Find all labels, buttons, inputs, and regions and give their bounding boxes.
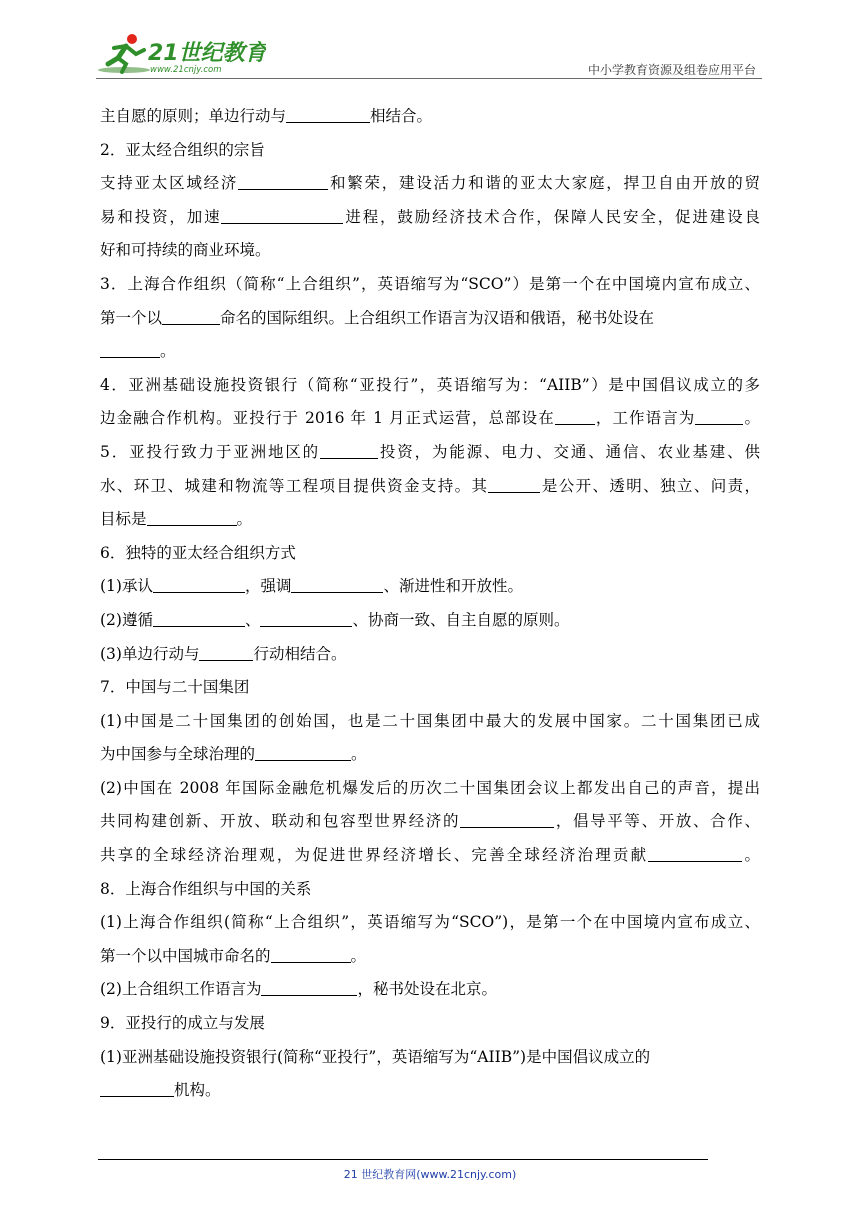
- logo-url: www.21cnjy.com: [150, 65, 222, 75]
- fill-in-blank[interactable]: [255, 742, 351, 761]
- line-text: 命名的国际组织。上合组织工作语言为汉语和俄语，秘书处设在: [220, 308, 655, 327]
- footer-source[interactable]: 21 世纪教育网(www.21cnjy.com): [343, 1168, 517, 1181]
- fill-in-blank[interactable]: [695, 406, 743, 425]
- fill-in-blank[interactable]: [153, 608, 245, 627]
- line-text: (2)中国在 2008 年国际金融危机爆发后的历次二十国集团会议上都发出自己的声音，提出: [100, 778, 760, 797]
- line-text: 、协商一致、自主自愿的原则。: [352, 610, 570, 629]
- line-text: 为中国参与全球治理的: [100, 745, 256, 764]
- line-text: 第一个以: [100, 308, 163, 327]
- text-line: [100, 302, 760, 336]
- fill-in-blank[interactable]: [100, 1078, 174, 1097]
- line-text: 。: [743, 409, 760, 428]
- text-line: [100, 268, 760, 302]
- line-text: 4．亚洲基础设施投资银行（简称“亚投行”，英语缩写为：“AIIB”）是中国倡议成立的多: [100, 375, 760, 394]
- text-line: [100, 873, 760, 907]
- line-text: ，强调: [244, 577, 292, 596]
- line-text: 。: [160, 342, 176, 361]
- line-text: 第一个以中国城市命名的: [100, 946, 271, 965]
- line-text: 目标是: [100, 510, 147, 529]
- text-line: [100, 335, 760, 369]
- text-line: [100, 570, 760, 604]
- platform-tagline: 中小学教育资源及组卷应用平台: [587, 63, 756, 77]
- site-logo[interactable]: [96, 30, 266, 78]
- text-line: [100, 503, 760, 537]
- text-line: [100, 805, 760, 839]
- line-text: 好和可持续的商业环境。: [100, 241, 271, 260]
- text-line: [100, 470, 760, 504]
- text-line: [100, 100, 760, 134]
- line-text: 。: [742, 846, 760, 865]
- line-text: (1)承认: [100, 577, 153, 596]
- document-body: [100, 100, 760, 1108]
- text-line: [100, 772, 760, 806]
- text-line: [100, 167, 760, 201]
- fill-in-blank[interactable]: [147, 507, 237, 526]
- fill-in-blank[interactable]: [238, 171, 328, 190]
- line-text: (2)遵循: [100, 610, 153, 629]
- line-text: 易和投资，加速: [100, 207, 222, 226]
- line-text: 9．亚投行的成立与发展: [100, 1014, 265, 1033]
- line-text: 机构。: [174, 1081, 221, 1100]
- text-line: [100, 1074, 760, 1108]
- line-text: 。: [351, 745, 367, 764]
- text-line: [100, 201, 760, 235]
- fill-in-blank[interactable]: [199, 642, 253, 661]
- fill-in-blank[interactable]: [320, 440, 378, 459]
- line-text: (2)上合组织工作语言为: [100, 980, 262, 999]
- line-text: 5．亚投行致力于亚洲地区的: [100, 442, 321, 461]
- line-text: 行动相结合。: [253, 644, 347, 663]
- line-text: 边金融合作机构。亚投行于 2016 年 1 月正式运营，总部设在: [100, 409, 555, 428]
- fill-in-blank[interactable]: [162, 306, 220, 325]
- line-text: 7．中国与二十国集团: [100, 678, 250, 697]
- text-line: [100, 1041, 760, 1075]
- text-line: [100, 839, 760, 873]
- fill-in-blank[interactable]: [221, 205, 343, 224]
- line-text: (1)亚洲基础设施投资银行(简称“亚投行”，英语缩写为“AIIB”)是中国倡议成立的: [100, 1047, 651, 1066]
- fill-in-blank[interactable]: [271, 944, 351, 963]
- line-text: ，秘书处设在北京。: [357, 980, 497, 999]
- text-line: [100, 671, 760, 705]
- text-line: [100, 134, 760, 168]
- fill-in-blank[interactable]: [291, 574, 383, 593]
- line-text: ，倡导平等、开放、合作、: [554, 812, 760, 831]
- fill-in-blank[interactable]: [555, 406, 595, 425]
- fill-in-blank[interactable]: [648, 843, 742, 862]
- line-text: (1)上海合作组织(简称“上合组织”，英语缩写为“SCO”)，是第一个在中国境内宣布成立、: [100, 913, 760, 932]
- line-text: 。: [236, 510, 253, 529]
- line-text: 主自愿的原则；单边行动与: [100, 107, 287, 125]
- text-line: [100, 369, 760, 403]
- line-text: (1)中国是二十国集团的创始国，也是二十国集团中最大的发展中国家。二十国集团已成: [100, 711, 760, 730]
- line-text: 支持亚太区域经济: [100, 174, 239, 193]
- line-text: ，工作语言为: [594, 409, 696, 428]
- line-text: 共享的全球经济治理观，为促进世界经济增长、完善全球经济治理贡献: [100, 846, 649, 865]
- logo-text: 21世纪教育: [148, 41, 266, 66]
- fill-in-blank[interactable]: [460, 809, 554, 828]
- line-text: 2．亚太经合组织的宗旨: [100, 140, 265, 159]
- line-text: 、渐进性和开放性。: [383, 577, 523, 596]
- fill-in-blank[interactable]: [260, 608, 352, 627]
- line-text: (3)单边行动与: [100, 644, 200, 663]
- fill-in-blank[interactable]: [488, 474, 540, 493]
- fill-in-blank[interactable]: [153, 574, 245, 593]
- text-line: [100, 234, 760, 268]
- line-text: 。: [350, 946, 367, 965]
- line-text: 6．独特的亚太经合组织方式: [100, 543, 296, 562]
- line-text: 水、环卫、城建和物流等工程项目提供资金支持。其: [100, 476, 489, 495]
- text-line: [100, 604, 760, 638]
- text-line: [100, 436, 760, 470]
- fill-in-blank[interactable]: [261, 977, 357, 996]
- line-text: 和繁荣，建设活力和谐的亚太大家庭，捍卫自由开放的贸: [328, 174, 760, 193]
- text-line: [100, 402, 760, 436]
- text-line: [100, 738, 760, 772]
- line-text: 、: [244, 610, 261, 629]
- line-text: 投资，为能源、电力、交通、通信、农业基建、供: [378, 442, 760, 461]
- runner-logo-icon: [96, 30, 266, 78]
- text-line: [100, 537, 760, 571]
- line-text: 3．上海合作组织（简称“上合组织”，英语缩写为“SCO”）是第一个在中国境内宣布成立、: [100, 274, 760, 293]
- line-text: 进程，鼓励经济技术合作，保障人民安全，促进建设良: [343, 207, 760, 226]
- text-line: [100, 940, 760, 974]
- fill-in-blank[interactable]: [286, 104, 370, 123]
- page-header: [96, 30, 762, 79]
- footer-divider: [98, 1159, 708, 1160]
- line-text: 8．上海合作组织与中国的关系: [100, 879, 312, 898]
- text-line: [100, 1007, 760, 1041]
- fill-in-blank[interactable]: [100, 339, 160, 358]
- text-line: [100, 973, 760, 1007]
- line-text: 是公开、透明、独立、问责，: [540, 476, 760, 495]
- text-line: [100, 638, 760, 672]
- line-text: 共同构建创新、开放、联动和包容型世界经济的: [100, 812, 461, 831]
- line-text: 相结合。: [370, 107, 433, 125]
- text-line: [100, 705, 760, 739]
- text-line: [100, 906, 760, 940]
